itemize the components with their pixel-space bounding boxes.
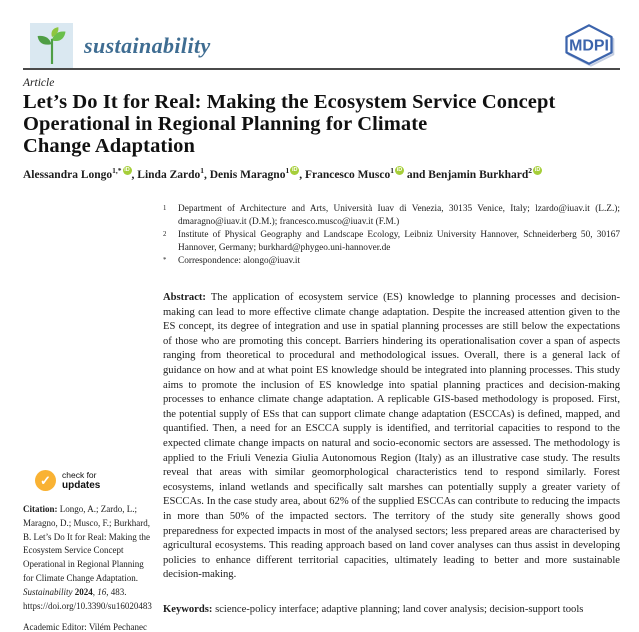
author-name: Linda Zardo — [137, 168, 201, 181]
citation-year: 2024 — [74, 586, 93, 597]
journal-logo — [30, 23, 73, 68]
crossmark-check-icon — [35, 470, 56, 491]
author-marker: 2 — [528, 166, 533, 175]
title-line-1: Let’s Do It for Real: Making the Ecosystem Service Concept — [23, 91, 556, 113]
keywords-label: Keywords: — [163, 604, 213, 615]
keywords — [163, 604, 620, 615]
article-title — [23, 91, 621, 157]
citation-journal: Sustainability — [23, 586, 75, 597]
author-marker: 1 — [285, 166, 290, 175]
affiliation-text: Department of Architecture and Arts, Università Iuav di Venezia, 30135 Venice, Italy; lzardo@iuav.it (L.Z.); dmaragno@iuav.it (D.M.); francesco.musco@iuav.it (F.M.) — [178, 204, 620, 227]
author-marker: 1 — [390, 166, 394, 175]
affiliation-item — [163, 255, 620, 268]
author-separator: , — [299, 168, 305, 181]
badge-text — [62, 471, 100, 490]
author-separator: , — [131, 168, 138, 181]
author-marker: 1 — [200, 166, 204, 175]
check-for-updates-badge[interactable] — [35, 470, 153, 491]
author-name: Alessandra Longo — [23, 168, 113, 181]
sidebar — [23, 470, 153, 632]
affiliation-marker: 1 — [163, 205, 167, 212]
citation-body: Longo, A.; Zardo, L.; Maragno, D.; Musco, F.; Burkhard, B. Let’s Do It for Real: Making the Ecosystem Service Concept Operational in Regional Planning for Climate Change Adaptation. — [23, 504, 151, 583]
citation-label: Citation: — [23, 504, 58, 514]
citation-volume: 16 — [97, 586, 107, 597]
affiliation-list — [163, 203, 620, 268]
mdpi-wordmark: MDPI — [569, 37, 609, 55]
author-list — [23, 166, 621, 181]
orcid-icon[interactable] — [123, 166, 132, 175]
article-type-label: Article — [23, 77, 55, 89]
title-line-2: Operational in Regional Planning for Climate — [23, 113, 428, 135]
orcid-icon[interactable] — [290, 166, 299, 175]
affiliation-text: Institute of Physical Geography and Landscape Ecology, Leibniz University Hannover, Schneiderberg 50, 30167 Hannover, Germany; burkhard@phygeo.uni-hannover.de — [178, 230, 620, 253]
keywords-text: science-policy interface; adaptive planning; land cover analysis; decision-support tools — [215, 604, 584, 615]
author-separator: , — [203, 168, 210, 181]
abstract-text: The application of ecosystem service (ES) knowledge to planning processes and decision-making can lead to more effective climate change adaptation. Despite the increased attention given to the ES concept, its degree of integration and use in spatial planning processes are still below the expectations of those who are promoting this concept. Barriers hindering its operationalisation cover a span of aspects ranging from theoretical to procedural and methodological issues. Overall, there is a general lack of guidance on how and at what point ES knowledge should be integrated into planning processes. This study aims to promote the inclusion of ES knowledge into spatial planning practices and decision-making processes to enhance climate change adaptation. A replicable GIS-based methodology is proposed. First, the potential supply of ESs that can support climate change adaptation (ESCCAs) is defined, mapped, and quantified. Then, a need for an ESCCA supply is identified, and territorial capacities to respond to the expected climate change impacts on natural and socio-economic sectors are assessed. The methodology is applied to the Friuli Venezia Giulia Autonomous Region (Italy) as an illustrative case study. The results reveal that areas with similar geomorphological characteristics tend to respond similarly. Forest ecosystems, inland wetlands and specifically salt marshes can potentially supply a greater variety of ESCCAs. In the case study area, about 62% of the supplied ESCCAs can contribute to reducing the impacts in more than 50% of the impacted sectors. The territory of the study site generally shows good preparedness for expected impacts in most of the analysed sectors; less prepared areas are characterised by agricultural ecosystems. This reading approach based on land cover analyses can thus assist in developing policies to enhance different territorial capacities, ultimately leading to better and more sustainable decision-making. — [163, 292, 620, 581]
citation-doi-link[interactable]: https://doi.org/10.3390/su16020483 — [23, 600, 152, 611]
title-line-3: Change Adaptation — [23, 135, 196, 157]
orcid-icon[interactable] — [533, 166, 542, 175]
citation-separator: , — [92, 586, 98, 597]
author-separator: and — [403, 168, 429, 181]
badge-line-2: updates — [62, 479, 101, 491]
correspondence-marker: * — [163, 257, 167, 264]
author-name: Denis Maragno — [209, 168, 286, 181]
author-name: Francesco Musco — [304, 168, 391, 181]
badge-line-1: check for — [62, 470, 97, 480]
orcid-icon[interactable] — [395, 166, 404, 175]
header-divider — [23, 68, 620, 70]
abstract-label: Abstract: — [163, 292, 206, 303]
seedling-icon — [34, 26, 70, 66]
page-header — [30, 19, 619, 72]
correspondence-text: Correspondence: alongo@iuav.it — [178, 256, 301, 266]
academic-editor: Academic Editor: Vilém Pechanec — [23, 622, 147, 632]
journal-name: sustainability — [84, 32, 211, 58]
affiliation-item — [163, 229, 620, 255]
citation-pages: , 483. — [106, 586, 127, 597]
abstract — [163, 291, 620, 583]
author-marker: 1,* — [112, 166, 122, 175]
mdpi-logo[interactable] — [559, 23, 619, 72]
affiliation-item — [163, 203, 620, 229]
author-name: Benjamin Burkhard — [428, 168, 529, 181]
citation-block — [23, 503, 153, 613]
affiliation-marker: 2 — [163, 231, 167, 238]
